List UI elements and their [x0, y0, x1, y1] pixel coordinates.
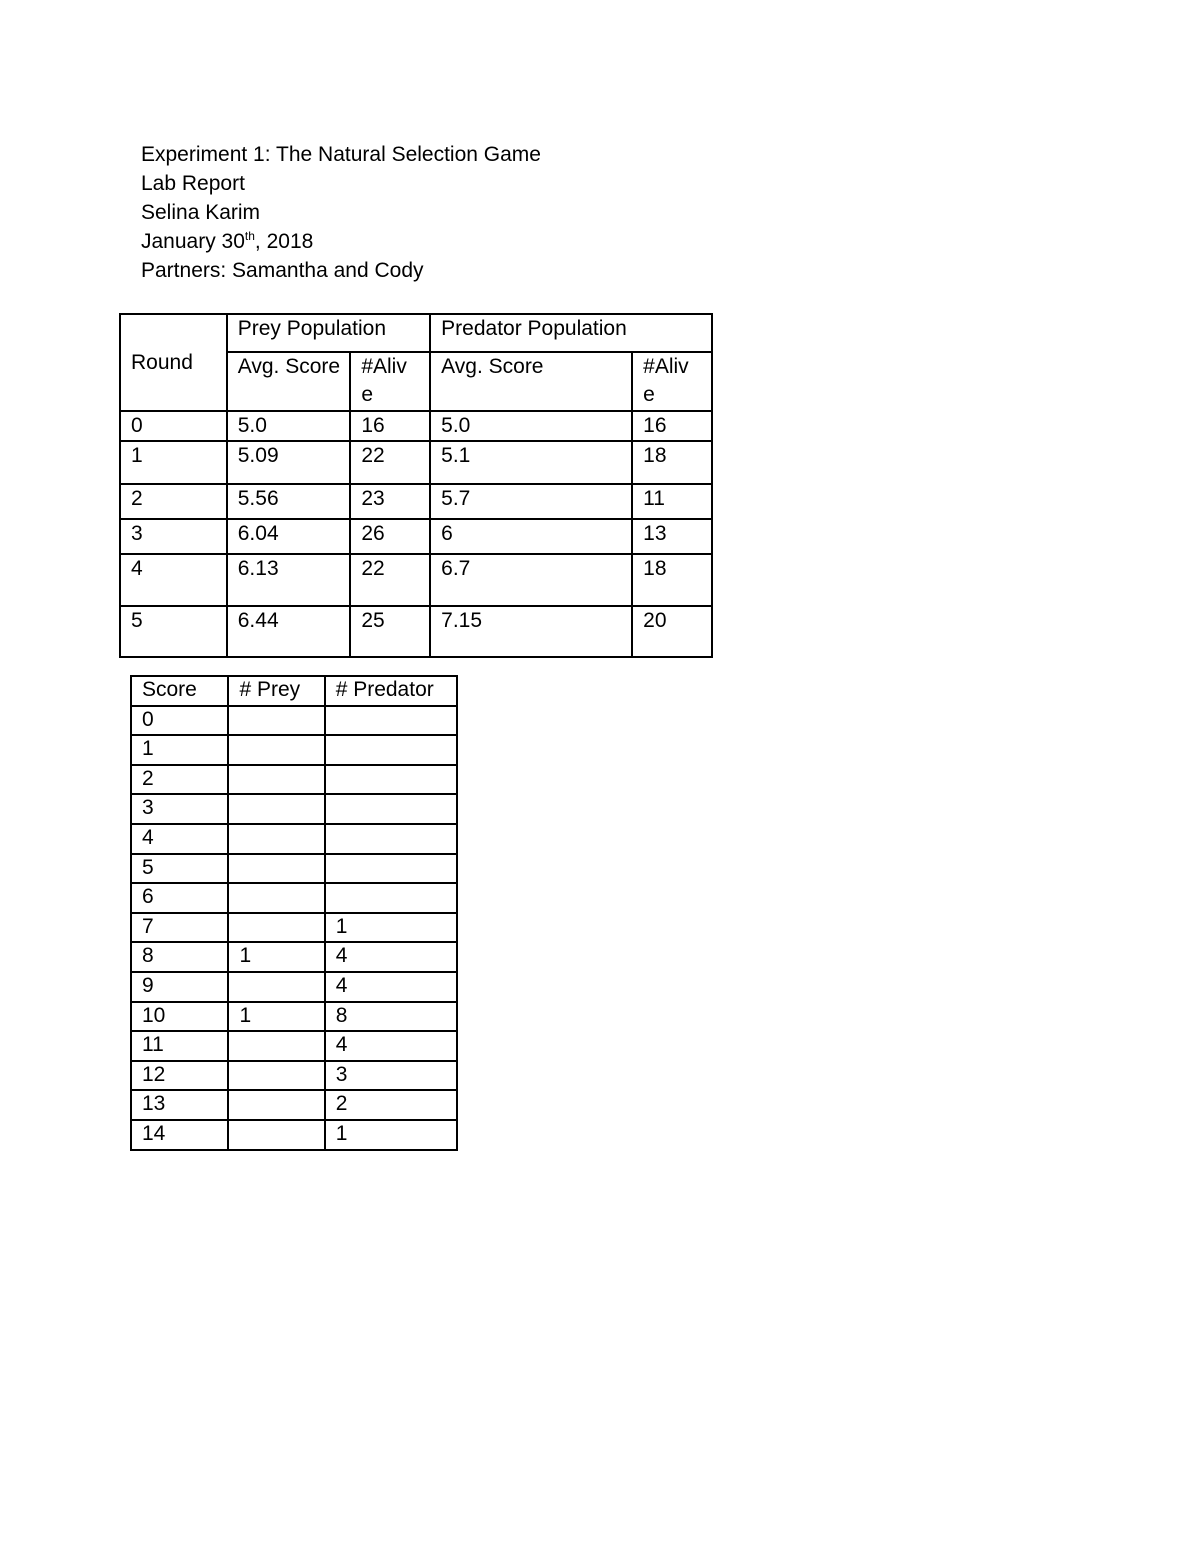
predator-count-cell	[325, 824, 457, 854]
score-cell: 8	[131, 942, 228, 972]
predator-alive-cell: 16	[632, 411, 712, 441]
prey-alive-cell: 22	[350, 554, 430, 606]
prey-count-cell	[228, 1031, 324, 1061]
table-row	[120, 484, 712, 519]
predator-count-cell	[325, 706, 457, 736]
date-suffix: , 2018	[254, 230, 314, 253]
prey-count-header: # Prey	[228, 676, 324, 706]
score-cell: 5	[131, 854, 228, 884]
prey-count-cell	[228, 1120, 324, 1150]
prey-alive-cell: 16	[350, 411, 430, 441]
prey-count-cell: 1	[228, 942, 324, 972]
predator-count-cell: 4	[325, 1031, 457, 1061]
prey-avg-cell: 6.13	[227, 554, 351, 606]
predator-count-cell: 3	[325, 1061, 457, 1091]
predator-count-cell: 4	[325, 942, 457, 972]
predator-alive-header: #Aliv e	[632, 352, 712, 411]
table-row	[131, 1061, 457, 1091]
predator-count-cell	[325, 794, 457, 824]
table-row	[131, 942, 457, 972]
prey-alive-cell: 25	[350, 606, 430, 657]
prey-count-cell	[228, 824, 324, 854]
prey-avg-cell: 5.09	[227, 441, 351, 484]
score-cell: 13	[131, 1090, 228, 1120]
round-header: Round	[120, 314, 227, 411]
predator-avg-cell: 5.7	[430, 484, 632, 519]
table-row	[120, 411, 712, 441]
predator-count-cell	[325, 854, 457, 884]
table-row	[120, 519, 712, 554]
predator-alive-cell: 13	[632, 519, 712, 554]
predator-avg-cell: 7.15	[430, 606, 632, 657]
score-cell: 4	[131, 824, 228, 854]
predator-avg-score-header: Avg. Score	[430, 352, 632, 411]
prey-population-header: Prey Population	[227, 314, 430, 352]
predator-population-header: Predator Population	[430, 314, 712, 352]
table-row	[131, 972, 457, 1002]
round-cell: 1	[120, 441, 227, 484]
score-distribution-table	[130, 675, 458, 1151]
table-row	[131, 706, 457, 736]
table-row	[131, 1120, 457, 1150]
table-row	[131, 794, 457, 824]
table-row	[131, 765, 457, 795]
prey-count-cell	[228, 735, 324, 765]
predator-count-cell	[325, 883, 457, 913]
round-cell: 2	[120, 484, 227, 519]
population-table	[119, 313, 713, 658]
prey-avg-cell: 5.0	[227, 411, 351, 441]
table-row	[120, 441, 712, 484]
prey-avg-cell: 6.04	[227, 519, 351, 554]
prey-count-cell: 1	[228, 1002, 324, 1032]
predator-count-cell: 4	[325, 972, 457, 1002]
prey-alive-cell: 22	[350, 441, 430, 484]
document-subtitle: Lab Report	[141, 172, 245, 195]
prey-count-cell	[228, 1090, 324, 1120]
table-row	[131, 883, 457, 913]
date-prefix: January 30	[141, 230, 245, 253]
score-cell: 7	[131, 913, 228, 943]
score-cell: 12	[131, 1061, 228, 1091]
prey-count-cell	[228, 883, 324, 913]
score-cell: 3	[131, 794, 228, 824]
table-row	[131, 854, 457, 884]
prey-count-cell	[228, 913, 324, 943]
predator-count-cell: 1	[325, 913, 457, 943]
table-row	[131, 1031, 457, 1061]
round-cell: 4	[120, 554, 227, 606]
round-cell: 3	[120, 519, 227, 554]
prey-alive-cell: 23	[350, 484, 430, 519]
table-row	[131, 735, 457, 765]
score-cell: 9	[131, 972, 228, 1002]
round-cell: 5	[120, 606, 227, 657]
score-cell: 6	[131, 883, 228, 913]
score-cell: 1	[131, 735, 228, 765]
prey-avg-score-header: Avg. Score	[227, 352, 351, 411]
prey-avg-cell: 6.44	[227, 606, 351, 657]
table-row	[120, 554, 712, 606]
score-cell: 2	[131, 765, 228, 795]
table-row	[131, 824, 457, 854]
predator-alive-cell: 11	[632, 484, 712, 519]
predator-count-cell: 2	[325, 1090, 457, 1120]
prey-avg-cell: 5.56	[227, 484, 351, 519]
author-name: Selina Karim	[141, 201, 261, 224]
prey-alive-cell: 26	[350, 519, 430, 554]
predator-avg-cell: 5.0	[430, 411, 632, 441]
predator-count-cell	[325, 735, 457, 765]
predator-avg-cell: 6	[430, 519, 632, 554]
predator-count-cell: 8	[325, 1002, 457, 1032]
score-cell: 11	[131, 1031, 228, 1061]
partners-line: Partners: Samantha and Cody	[141, 259, 424, 282]
predator-alive-cell: 18	[632, 441, 712, 484]
prey-count-cell	[228, 706, 324, 736]
prey-count-cell	[228, 794, 324, 824]
round-cell: 0	[120, 411, 227, 441]
table-row	[120, 606, 712, 657]
prey-count-cell	[228, 765, 324, 795]
table-row	[131, 1090, 457, 1120]
date-superscript: th	[244, 229, 255, 243]
table-row	[131, 913, 457, 943]
predator-alive-cell: 20	[632, 606, 712, 657]
predator-count-cell: 1	[325, 1120, 457, 1150]
score-cell: 10	[131, 1002, 228, 1032]
score-header: Score	[131, 676, 228, 706]
report-date	[141, 227, 541, 256]
prey-alive-header: #Aliv e	[350, 352, 430, 411]
score-header-row	[131, 676, 457, 706]
document-header	[141, 140, 541, 285]
score-cell: 0	[131, 706, 228, 736]
table-row	[131, 1002, 457, 1032]
prey-count-cell	[228, 854, 324, 884]
predator-count-cell	[325, 765, 457, 795]
population-header-row-1	[120, 314, 712, 352]
predator-alive-cell: 18	[632, 554, 712, 606]
prey-count-cell	[228, 972, 324, 1002]
predator-avg-cell: 6.7	[430, 554, 632, 606]
document-title: Experiment 1: The Natural Selection Game	[141, 143, 541, 166]
predator-count-header: # Predator	[325, 676, 457, 706]
score-cell: 14	[131, 1120, 228, 1150]
prey-count-cell	[228, 1061, 324, 1091]
predator-avg-cell: 5.1	[430, 441, 632, 484]
